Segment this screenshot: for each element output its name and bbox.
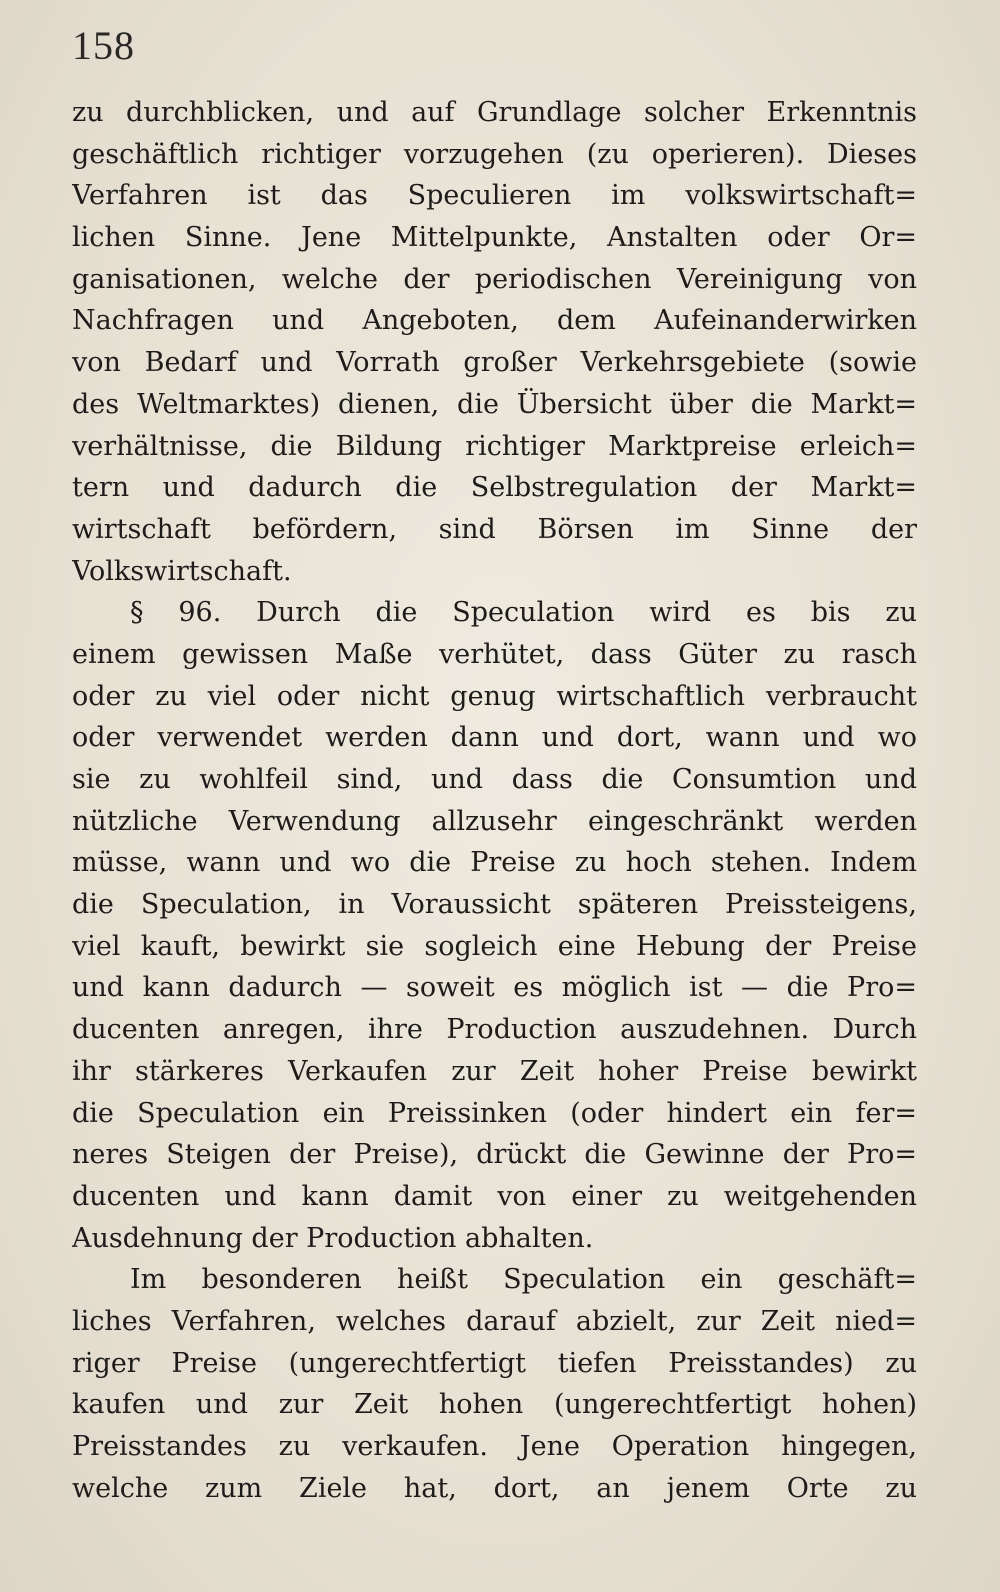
text-line: wirtschaft befördern, sind Börsen im Sinne der — [72, 513, 917, 545]
text-line: liches Verfahren, welches darauf abzielt, zur Zeit nied= — [72, 1305, 917, 1337]
text-line: verhältnisse, die Bildung richtiger Marktpreise erleich= — [72, 430, 917, 462]
text-line: die Speculation ein Preissinken (oder hindert ein fer= — [72, 1097, 917, 1129]
text-line: kaufen und zur Zeit hohen (ungerechtfertigt hohen) — [72, 1389, 917, 1421]
text-line: Verfahren ist das Speculieren im volkswirtschaft= — [72, 180, 917, 212]
body-text — [72, 92, 917, 1509]
text-line: Preisstandes zu verkaufen. Jene Operation hingegen, — [72, 1431, 917, 1462]
text-line: riger Preise (ungerechtfertigt tiefen Preisstandes) zu — [72, 1347, 917, 1379]
paragraph-start-line: Im besonderen heißt Speculation ein geschäft= — [130, 1264, 917, 1296]
text-line: nützliche Verwendung allzusehr eingeschränkt werden — [72, 805, 917, 837]
text-line: welche zum Ziele hat, dort, an jenem Orte zu — [72, 1472, 917, 1504]
text-line: zu durchblicken, und auf Grundlage solcher Erkenntnis — [72, 97, 917, 128]
text-line: lichen Sinne. Jene Mittelpunkte, Anstalten oder Or= — [72, 222, 917, 254]
text-line: viel kauft, bewirkt sie sogleich eine Hebung der Preise — [72, 930, 917, 962]
text-line: müsse, wann und wo die Preise zu hoch stehen. Indem — [72, 847, 917, 879]
text-line: Ausdehnung der Production abhalten. — [72, 1222, 594, 1254]
text-line: Volkswirtschaft. — [72, 555, 292, 587]
text-line: sie zu wohlfeil sind, und dass die Consumtion und — [72, 764, 917, 795]
text-line: tern und dadurch die Selbstregulation der Markt= — [72, 472, 917, 504]
text-line: oder zu viel oder nicht genug wirtschaftlich verbraucht — [72, 680, 917, 712]
text-line: geschäftlich richtiger vorzugehen (zu operieren). Dieses — [72, 138, 917, 170]
text-line: ihr stärkeres Verkaufen zur Zeit hoher Preise bewirkt — [72, 1055, 917, 1087]
text-line: Nachfragen und Angeboten, dem Aufeinanderwirken — [72, 305, 917, 337]
text-line: ducenten anregen, ihre Production auszudehnen. Durch — [72, 1014, 917, 1046]
text-line: oder verwendet werden dann und dort, wann und wo — [72, 722, 917, 754]
section-heading-line: § 96. Durch die Speculation wird es bis zu — [130, 597, 917, 629]
page-number: 158 — [72, 23, 135, 68]
text-line: von Bedarf und Vorrath großer Verkehrsgebiete (sowie — [72, 347, 917, 379]
text-line: die Speculation, in Voraussicht späteren Preissteigens, — [72, 889, 917, 921]
text-line: und kann dadurch — soweit es möglich ist — die Pro= — [72, 972, 917, 1004]
text-line: ganisationen, welche der periodischen Vereinigung von — [72, 263, 917, 295]
text-line: einem gewissen Maße verhütet, dass Güter zu rasch — [72, 638, 917, 670]
text-line: des Weltmarktes) dienen, die Übersicht über die Markt= — [72, 388, 917, 420]
text-line: ducenten und kann damit von einer zu weitgehenden — [72, 1180, 917, 1212]
text-line: neres Steigen der Preise), drückt die Gewinne der Pro= — [72, 1139, 917, 1171]
